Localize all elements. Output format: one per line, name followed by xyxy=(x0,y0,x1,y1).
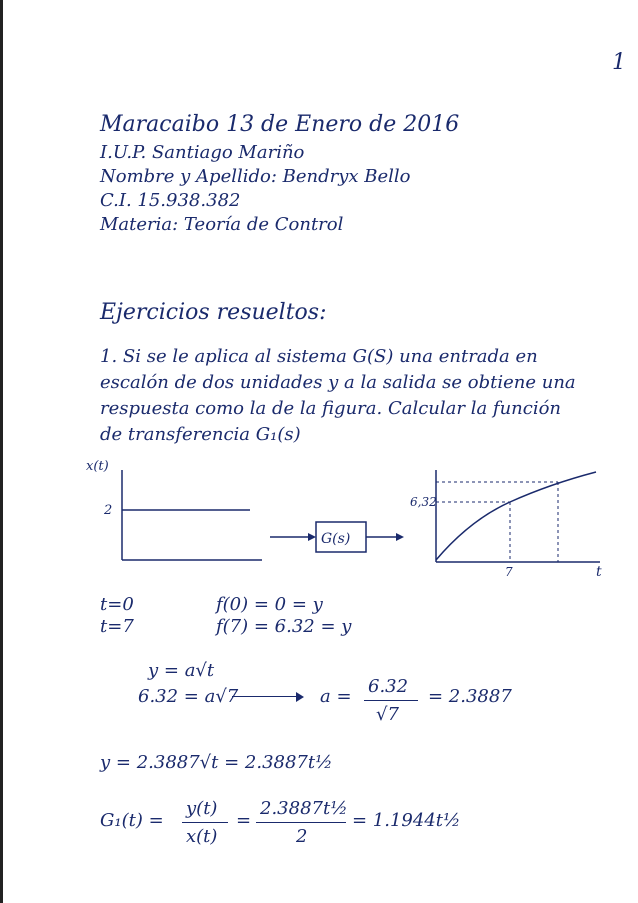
block-diagram xyxy=(270,522,404,552)
work-f0: f(0) = 0 = y xyxy=(216,594,323,615)
figure xyxy=(0,440,638,590)
work-f7: f(7) = 6.32 = y xyxy=(216,616,352,637)
problem-line-1: 1. Si se le aplica al sistema G(S) una entrada en xyxy=(100,346,538,367)
eq-g-frac1-bar xyxy=(182,822,228,823)
eq-a-rhs: = 2.3887 xyxy=(428,686,512,707)
problem-line-4: de transferencia G₁(s) xyxy=(100,424,301,445)
work-t7: t=7 xyxy=(100,616,134,637)
work-t0: t=0 xyxy=(100,594,134,615)
eq-a-lhs: a = xyxy=(320,686,352,707)
eq-a-num: 6.32 xyxy=(368,676,409,697)
input-axis-label: x(t) xyxy=(86,459,109,474)
eq-arrowhead xyxy=(296,692,304,702)
header-date: Maracaibo 13 de Enero de 2016 xyxy=(100,112,460,137)
output-x-tick: 7 xyxy=(505,565,513,579)
input-arrowhead xyxy=(308,533,316,541)
eq-substitute: 6.32 = a√7 xyxy=(138,686,239,707)
eq-arrow xyxy=(232,696,296,697)
eq-a-den: √7 xyxy=(376,704,399,725)
problem-line-2: escalón de dos unidades y a la salida se obtiene una xyxy=(100,372,576,393)
eq-model: y = a√t xyxy=(148,660,215,681)
eq-g-frac1-den: x(t) xyxy=(186,826,218,847)
eq-y-result: y = 2.3887√t = 2.3887t½ xyxy=(100,752,333,773)
header-name: Nombre y Apellido: Bendryx Bello xyxy=(100,166,411,187)
header-subject: Materia: Teoría de Control xyxy=(100,214,344,235)
system-block-label: G(s) xyxy=(321,531,351,547)
eq-g-frac2-den: 2 xyxy=(296,826,308,847)
eq-g-frac1-num: y(t) xyxy=(186,798,218,819)
eq-g-frac2-bar xyxy=(256,822,346,823)
output-graph xyxy=(410,470,602,580)
input-level-label: 2 xyxy=(104,503,113,518)
page-number: 1 xyxy=(612,50,626,75)
problem-line-3: respuesta como la de la figura. Calcular la función xyxy=(100,398,562,419)
header-institution: I.U.P. Santiago Mariño xyxy=(100,142,305,163)
eq-g-lhs: G₁(t) = xyxy=(100,810,164,831)
input-graph xyxy=(86,459,262,560)
eq-g-frac2-num: 2.3887t½ xyxy=(260,798,348,819)
output-y-tick: 6,32 xyxy=(410,495,437,509)
eq-a-fraction-bar xyxy=(364,700,418,701)
output-axis-label: t xyxy=(596,564,602,580)
response-curve xyxy=(436,472,596,560)
output-arrowhead xyxy=(396,533,404,541)
section-title: Ejercicios resueltos: xyxy=(100,300,327,325)
header-id: C.I. 15.938.382 xyxy=(100,190,241,211)
eq-g-equals: = xyxy=(236,810,252,831)
eq-g-rhs: = 1.1944t½ xyxy=(352,810,461,831)
